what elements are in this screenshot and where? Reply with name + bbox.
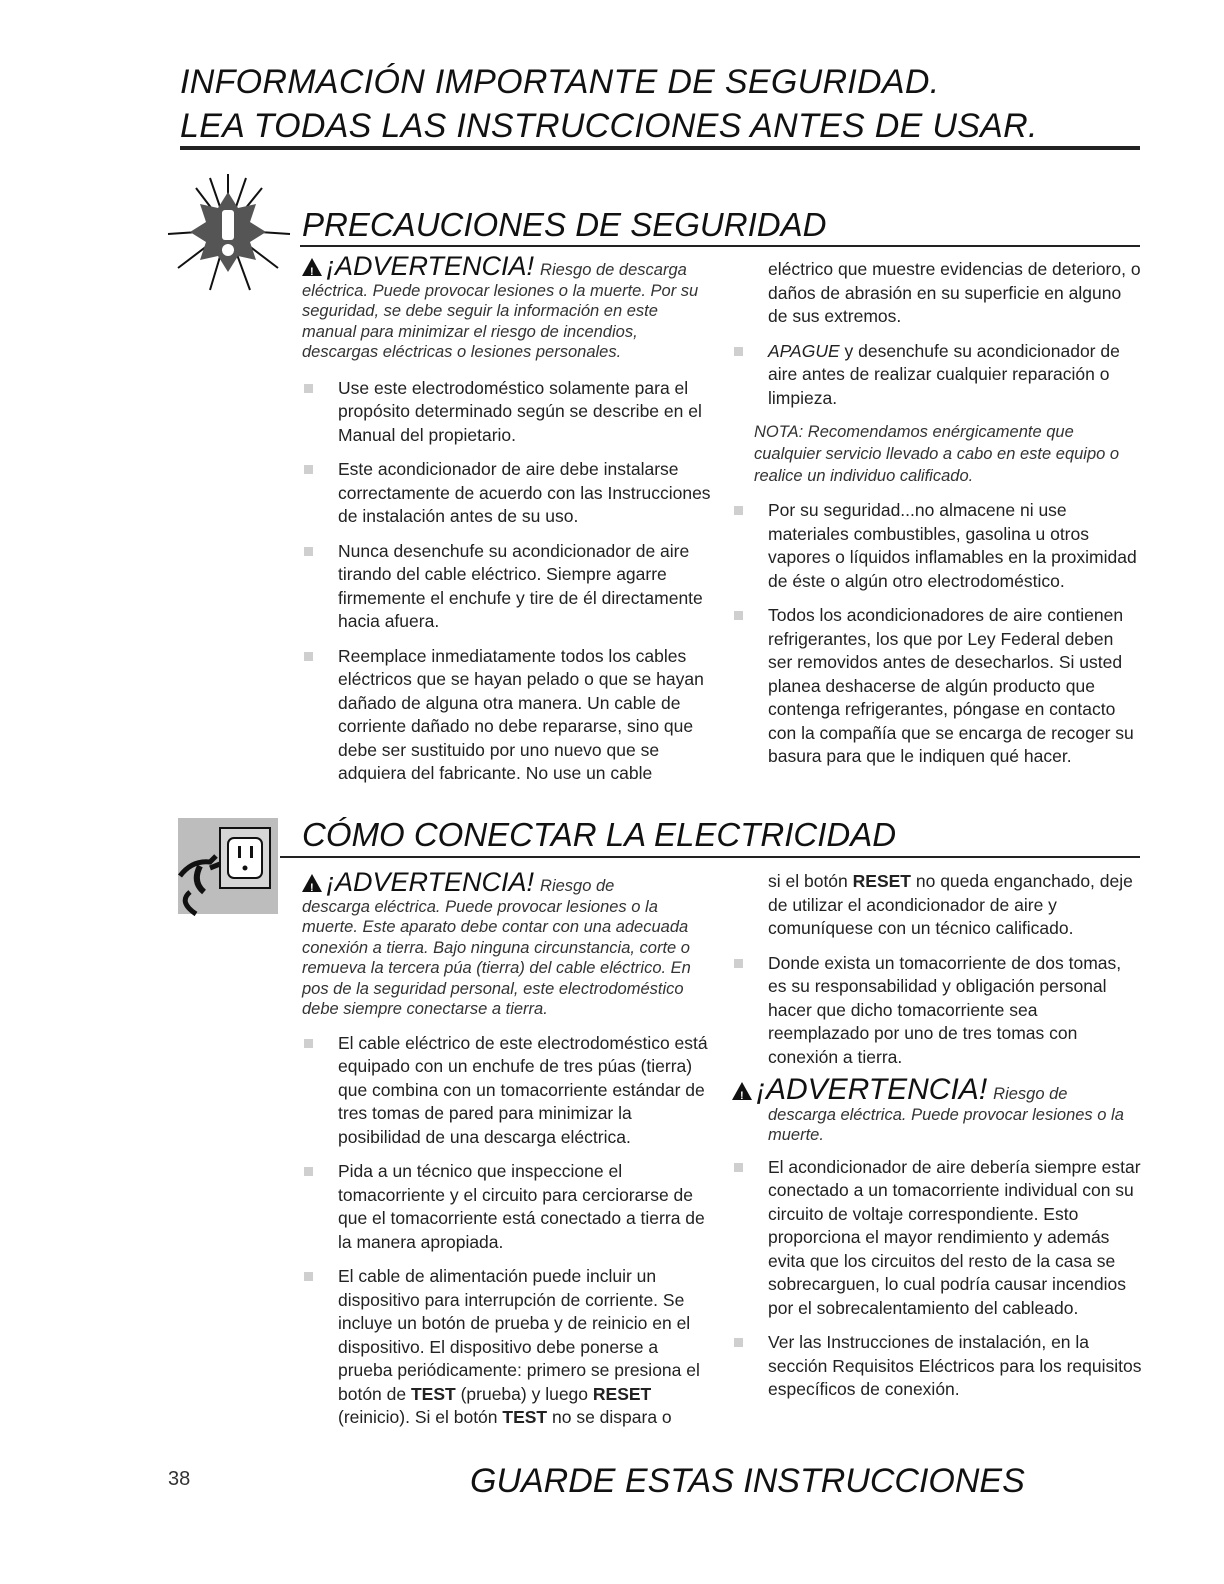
section-title-electricity: CÓMO CONECTAR LA ELECTRICIDAD bbox=[302, 816, 897, 853]
electricity-list-left bbox=[302, 1032, 712, 1430]
electricity-list-right-2 bbox=[732, 1156, 1142, 1402]
test-label: TEST bbox=[410, 1383, 456, 1404]
warning-triangle-icon bbox=[302, 874, 322, 892]
precautions-list-right-1 bbox=[732, 340, 1142, 411]
reset-label: RESET bbox=[852, 871, 911, 891]
warning-risk: Riesgo de bbox=[540, 877, 615, 895]
reset-label: RESET bbox=[592, 1383, 652, 1404]
list-item: Por su seguridad...no almacene ni use materiales combustibles, gasolina u otros vapores o líquidos inflamables en la proximidad de éste o algún otro electrodoméstico. bbox=[732, 499, 1142, 593]
electricity-list-right-1 bbox=[732, 952, 1142, 1070]
footer-title: GUARDE ESTAS INSTRUCCIONES bbox=[470, 1462, 1025, 1500]
section-rule-2 bbox=[280, 856, 1140, 858]
list-item: Ver las Instrucciones de instalación, en la sección Requisitos Eléctricos para los requisitos específicos de conexión. bbox=[732, 1331, 1142, 1402]
warning-block-1 bbox=[302, 251, 712, 363]
precautions-list-left bbox=[302, 377, 712, 786]
note-text: Recomendamos enérgicamente que cualquier servicio llevado a cabo en este equipo o realice un individuo calificado. bbox=[754, 423, 1120, 485]
header-line-1: INFORMACIÓN IMPORTANTE DE SEGURIDAD. bbox=[180, 63, 940, 101]
warning-heading: ¡ADVERTENCIA! bbox=[326, 251, 535, 281]
gfci-text-b: (prueba) y luego bbox=[455, 1383, 593, 1404]
precautions-right-column bbox=[732, 258, 1142, 780]
list-item: El acondicionador de aire debería siempre estar conectado a un tomacorriente individual con su circuito de voltaje correspondiente. Esto proporciona el mayor rendimiento y además evita que los circuitos del resto de la casa se sobrecarguen, lo cual podría causar incendios por el sobrecalentamiento del cableado. bbox=[732, 1156, 1142, 1321]
warning-burst-icon bbox=[150, 168, 300, 298]
warning-triangle-icon bbox=[732, 1082, 752, 1100]
electricity-left-column bbox=[302, 867, 712, 1441]
page-header bbox=[180, 60, 1038, 148]
reset-cont-a: si el botón bbox=[768, 871, 853, 891]
list-item: Donde exista un tomacorriente de dos tomas, es su responsabilidad y obligación personal hacer que dicho tomacorriente sea reemplazado por uno de tres tomas con conexión a tierra. bbox=[732, 952, 1142, 1070]
precautions-list-right-2 bbox=[732, 499, 1142, 769]
warning-text: descarga eléctrica. Puede provocar lesiones o la muerte. bbox=[768, 1105, 1124, 1144]
continued-text bbox=[732, 870, 1142, 941]
gfci-text-c: (reinicio). Si el botón bbox=[338, 1407, 503, 1427]
apague-label: APAGUE bbox=[768, 340, 840, 361]
note-label: NOTA: bbox=[754, 423, 804, 441]
continued-text: eléctrico que muestre evidencias de deterioro, o daños de abrasión en su superficie en alguno de sus extremos. bbox=[768, 259, 1141, 326]
page-number: 38 bbox=[168, 1468, 191, 1490]
list-item: Todos los acondicionadores de aire contienen refrigerantes, los que por Ley Federal deben ser removidos antes de desecharlos. Si usted planea deshacerse de algún producto que contenga refrigerantes, póngase en contacto con la compañía que se encarga de recoger su basura para que le indiquen qué hacer. bbox=[732, 604, 1142, 769]
reset-cont-b: no queda enganchado, deje de utilizar el acondicionador de aire y comuníquese con un técnico calificado. bbox=[768, 871, 1133, 938]
warning-risk: Riesgo de descarga bbox=[540, 261, 687, 279]
precautions-left-column bbox=[302, 251, 712, 797]
warning-text: eléctrica. Puede provocar lesiones o la muerte. Por su seguridad, se debe seguir la información en este manual para minimizar el riesgo de incendios, descargas eléctricas o lesiones personales. bbox=[302, 281, 699, 361]
section-title-precautions: PRECAUCIONES DE SEGURIDAD bbox=[302, 206, 827, 243]
warning-heading: ¡ADVERTENCIA! bbox=[756, 1073, 988, 1106]
electrical-plug-icon bbox=[170, 812, 280, 920]
list-item bbox=[732, 340, 1142, 411]
gfci-text-a: El cable de alimentación puede incluir un dispositivo para interrupción de corriente. Se incluye un botón de prueba y de reinicio en el dispositivo. El dispositivo debe ponerse a prueba periódicamente: primero se presiona el botón de bbox=[338, 1266, 700, 1404]
list-item: Nunca desenchufe su acondicionador de aire tirando del cable eléctrico. Siempre agarre firmemente el enchufe y tire de él directamente hacia afuera. bbox=[302, 540, 712, 634]
warning-text: descarga eléctrica. Puede provocar lesiones o la muerte. Este aparato debe contar con una adecuada conexión a tierra. Bajo ninguna circunstancia, corte o remueva la tercera púa (tierra) del cable eléctrico. En pos de la seguridad personal, este electrodoméstico debe siempre conectarse a tierra. bbox=[302, 897, 691, 1018]
list-item: Use este electrodoméstico solamente para el propósito determinado según se describe en el Manual del propietario. bbox=[302, 377, 712, 448]
gfci-text-d: no se dispara o bbox=[547, 1407, 672, 1427]
warning-triangle-icon bbox=[302, 258, 322, 276]
electricity-right-column bbox=[732, 870, 1142, 1413]
warning-block-3 bbox=[732, 1073, 1142, 1146]
section-rule-1 bbox=[300, 245, 1140, 247]
note-block bbox=[732, 421, 1142, 487]
list-item: Pida a un técnico que inspeccione el tomacorriente y el circuito para cerciorarse de que el tomacorriente está conectado a tierra de la manera apropiada. bbox=[302, 1160, 712, 1254]
warning-heading: ¡ADVERTENCIA! bbox=[326, 867, 535, 897]
list-item: Este acondicionador de aire debe instalarse correctamente de acuerdo con las Instrucciones de instalación antes de su uso. bbox=[302, 458, 712, 529]
list-item: Reemplace inmediatamente todos los cables eléctricos que se hayan pelado o que se hayan dañado de alguna otra manera. Un cable de corriente dañado no debe repararse, sino que debe ser sustituido por uno nuevo que se adquiera del fabricante. No use un cable bbox=[302, 645, 712, 786]
list-item: El cable eléctrico de este electrodoméstico está equipado con un enchufe de tres púas (tierra) que combina con un tomacorriente estándar de tres tomas de pared para minimizar la posibilidad de una descarga eléctrica. bbox=[302, 1032, 712, 1150]
apague-text: y desenchufe su acondicionador de aire antes de realizar cualquier reparación o limpieza. bbox=[768, 340, 1120, 408]
header-rule bbox=[180, 146, 1140, 150]
test-label: TEST bbox=[502, 1407, 548, 1427]
warning-block-2 bbox=[302, 867, 712, 1020]
header-line-2: LEA TODAS LAS INSTRUCCIONES ANTES DE USAR. bbox=[180, 107, 1038, 145]
warning-risk: Riesgo de bbox=[993, 1085, 1068, 1103]
list-item bbox=[302, 1265, 712, 1430]
